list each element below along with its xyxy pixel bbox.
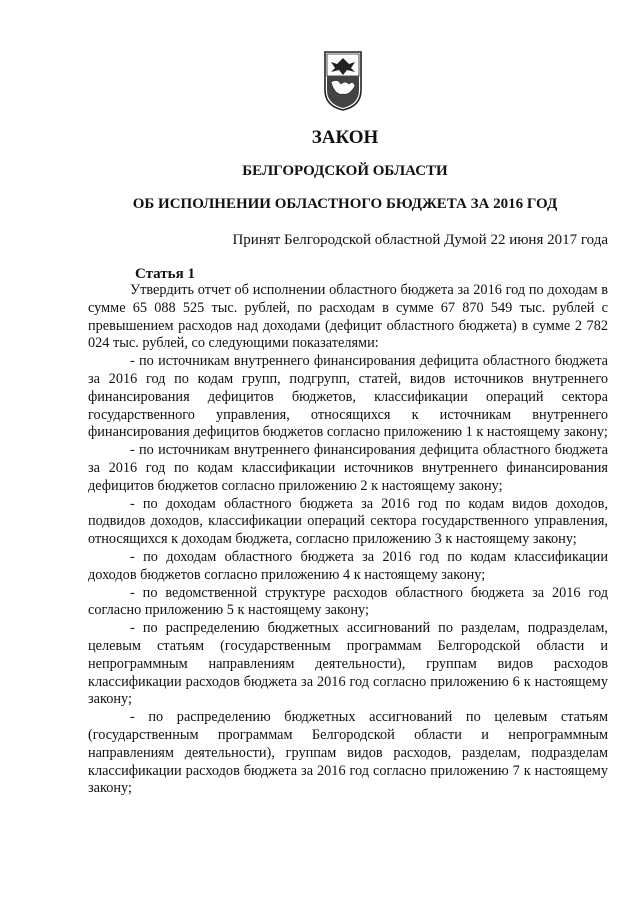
article-paragraph: Утвердить отчет об исполнении областного бюджета за 2016 год по доходам в сумме 65 088 525 тыс. рублей, по расходам в сумме 67 870 549 тыс. рублей с превышением расходов над доходами (дефицит областного бюджета) в сумме 2 782 024 тыс. рублей, со следующими показателями: [88, 282, 608, 352]
coat-of-arms-emblem [323, 50, 363, 112]
article-paragraph: - по ведомственной структуре расходов областного бюджета за 2016 год согласно приложению 5 к настоящему закону; [88, 584, 608, 619]
article-paragraph: - по источникам внутреннего финансирования дефицита областного бюджета за 2016 год по кодам классификации источников внутреннего финансирования дефицитов бюджетов согласно приложению 2 к настоящему закону; [88, 442, 608, 494]
article-paragraph: - по источникам внутреннего финансирования дефицита областного бюджета за 2016 год по кодам групп, подгрупп, статей, видов источников внутреннего финансирования дефицитов бюджетов, классификации операций сектора государственного управления, относящихся к источникам внутреннего финансирования дефицитов бюджетов согласно приложению 1 к настоящему закону; [88, 353, 608, 441]
law-title: ЗАКОН [311, 127, 379, 148]
article-body [88, 282, 608, 798]
adoption-note: Принят Белгородской областной Думой 22 июня 2017 года [232, 232, 608, 248]
region-name: БЕЛГОРОДСКОЙ ОБЛАСТИ [242, 163, 448, 179]
article-paragraph: - по доходам областного бюджета за 2016 год по кодам классификации доходов бюджетов согласно приложению 4 к настоящему закону; [88, 548, 608, 583]
law-subject: ОБ ИСПОЛНЕНИИ ОБЛАСТНОГО БЮДЖЕТА ЗА 2016 ГОД [132, 196, 558, 212]
article-paragraph: - по доходам областного бюджета за 2016 год по кодам видов доходов, подвидов доходов, классификации операций сектора государственного управления, относящихся к доходам бюджета, согласно приложению 3 к настоящему закону; [88, 495, 608, 548]
article-heading: Статья 1 [135, 266, 195, 282]
article-paragraph: - по распределению бюджетных ассигнований по разделам, подразделам, целевым статьям (государственным программам Белгородской области и непрограммным направлениям деятельности), группам видов расходов классификации расходов бюджета за 2016 год согласно приложению 6 к настоящему закону; [88, 620, 608, 708]
article-paragraph: - по распределению бюджетных ассигнований по целевым статьям (государственным программам Белгородской области и непрограммным направлениям деятельности), группам видов расходов, разделам, подразделам классификации расходов бюджета за 2016 год согласно приложению 7 к настоящему закону; [88, 709, 608, 797]
